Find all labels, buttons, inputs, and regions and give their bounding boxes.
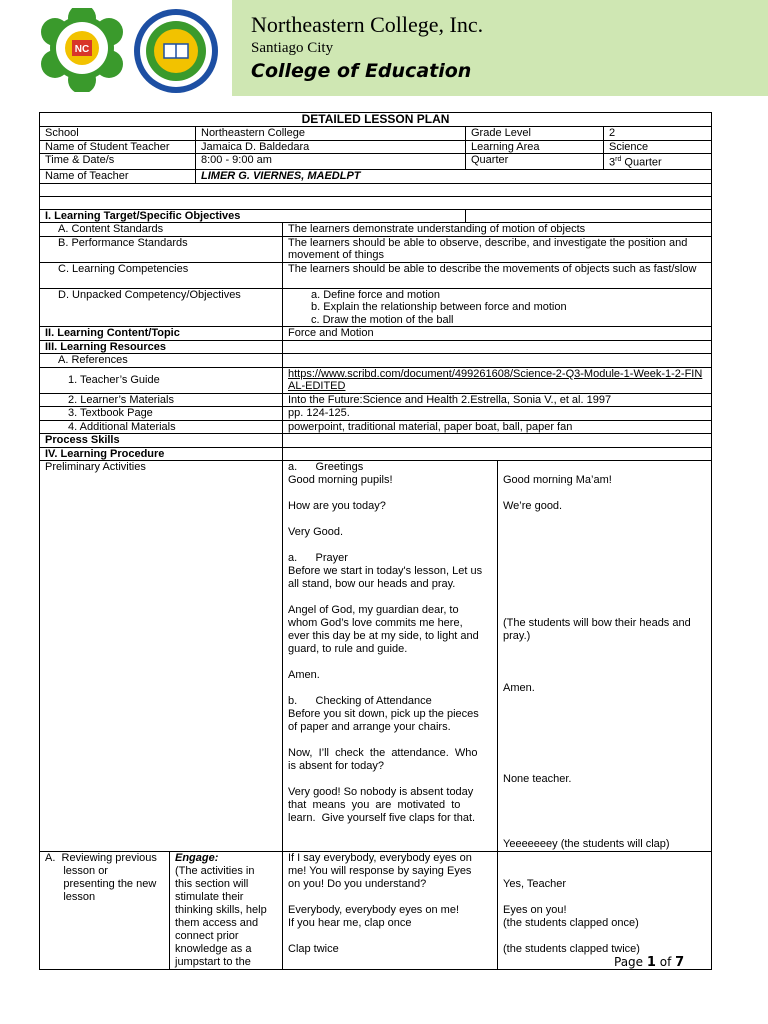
teacher-name-label: Name of Teacher — [40, 170, 196, 184]
script-line — [503, 539, 706, 552]
script-line: (the students clapped once) — [503, 917, 639, 930]
objective-item: b. Explain the relationship between force and motion — [311, 301, 567, 314]
script-line — [288, 773, 492, 786]
script-line: lesson or — [45, 865, 108, 878]
lesson-plan-table — [39, 112, 712, 970]
section-objectives-value — [466, 209, 712, 223]
content-topic-value: Force and Motion — [283, 327, 712, 341]
script-line — [503, 747, 706, 760]
review-teacher-script — [283, 852, 498, 970]
preliminary-student-responses — [498, 461, 712, 852]
script-line: If you hear me, clap once — [288, 917, 412, 930]
time-date-value: 8:00 - 9:00 am — [196, 154, 466, 170]
script-line: Amen. — [503, 682, 535, 695]
script-line: We’re good. — [503, 500, 563, 513]
learning-area-label: Learning Area — [466, 140, 604, 154]
spacer-row — [40, 183, 712, 196]
script-line: ever this day be at my side, to light and — [288, 630, 479, 643]
script-line — [503, 461, 706, 474]
references-value — [283, 354, 712, 368]
script-line: Amen. — [288, 669, 320, 682]
script-line: (The students will bow their heads and — [503, 617, 691, 630]
script-line: Good morning Ma’am! — [503, 474, 612, 487]
script-line: stimulate their — [175, 890, 244, 903]
learning-competencies-label: C. Learning Competencies — [40, 262, 283, 288]
script-line — [503, 799, 706, 812]
script-line: presenting the new — [45, 878, 157, 891]
script-line: (The activities in — [175, 864, 255, 877]
script-line — [503, 865, 706, 878]
textbook-page-label: 3. Textbook Page — [40, 407, 283, 421]
script-line — [503, 786, 706, 799]
teachers-guide-label: 1. Teacher’s Guide — [40, 367, 283, 393]
script-line — [288, 891, 492, 904]
process-skills-label: Process Skills — [40, 434, 283, 448]
script-line — [503, 891, 706, 904]
learning-competencies-value: The learners should be able to describe the movements of objects such as fast/slow — [283, 262, 712, 288]
script-line — [503, 591, 706, 604]
script-line: thinking skills, help — [175, 903, 267, 916]
script-line — [503, 930, 706, 943]
page-number: Page 1 of 7 — [614, 955, 685, 970]
process-skills-value — [283, 434, 712, 448]
script-line — [503, 656, 706, 669]
script-line: If I say everybody, everybody eyes on — [288, 852, 472, 865]
script-line: Angel of God, my guardian dear, to — [288, 604, 459, 617]
script-line — [288, 930, 492, 943]
svg-text:NC: NC — [74, 44, 90, 55]
script-line: Before you sit down, pick up the pieces — [288, 708, 479, 721]
script-line: connect prior — [175, 929, 239, 942]
grade-value: 2 — [604, 127, 712, 141]
script-line — [503, 852, 706, 865]
script-line — [503, 669, 706, 682]
learning-resources-value — [283, 340, 712, 354]
script-line — [288, 682, 492, 695]
engage-title: Engage: — [175, 852, 219, 865]
unpacked-objectives-list — [283, 288, 712, 327]
script-line — [503, 552, 706, 565]
time-date-label: Time & Date/s — [40, 154, 196, 170]
student-teacher-label: Name of Student Teacher — [40, 140, 196, 154]
section-learning-resources: III. Learning Resources — [40, 340, 283, 354]
script-line: on you! Do you understand? — [288, 878, 427, 891]
script-line: Eyes on you! — [503, 904, 567, 917]
review-student-responses — [498, 852, 712, 970]
performance-standards-value: The learners should be able to observe, describe, and investigate the position and movement of things — [283, 236, 712, 262]
plan-title: DETAILED LESSON PLAN — [40, 113, 712, 127]
objective-item: a. Define force and motion — [311, 288, 441, 301]
learning-area-value: Science — [604, 140, 712, 154]
script-line — [288, 656, 492, 669]
student-teacher-value: Jamaica D. Baldedara — [196, 140, 466, 154]
textbook-page-value: pp. 124-125. — [283, 407, 712, 421]
college-city: Santiago City — [251, 40, 334, 56]
script-line: knowledge as a — [175, 942, 252, 955]
references-label: A. References — [40, 354, 283, 368]
script-line: Everybody, everybody eyes on me! — [288, 904, 459, 917]
script-line: Yeeeeeeey (the students will clap) — [503, 838, 670, 851]
section-learning-procedure: IV. Learning Procedure — [40, 447, 283, 461]
script-line: a. Prayer — [288, 552, 348, 565]
review-lesson-label — [40, 852, 170, 970]
script-line: that means you are motivated to — [288, 799, 461, 812]
script-line — [503, 708, 706, 721]
spacer-row — [40, 196, 712, 209]
content-standards-label: A. Content Standards — [40, 223, 283, 237]
script-line: Clap twice — [288, 943, 339, 956]
script-line — [288, 513, 492, 526]
grade-label: Grade Level — [466, 127, 604, 141]
quarter-value: 3rd Quarter — [604, 154, 712, 170]
script-line: (the students clapped twice) — [503, 943, 640, 956]
preliminary-activities-label: Preliminary Activities — [40, 461, 283, 852]
script-line — [503, 578, 706, 591]
script-line: is absent for today? — [288, 760, 385, 773]
script-line — [503, 825, 706, 838]
learning-procedure-value — [283, 447, 712, 461]
script-line: jumpstart to the — [175, 955, 251, 968]
preliminary-teacher-script — [283, 461, 498, 852]
script-line: lesson — [45, 891, 96, 904]
script-line — [503, 760, 706, 773]
script-line: Very Good. — [288, 526, 344, 539]
section-content-topic: II. Learning Content/Topic — [40, 327, 283, 341]
script-line — [503, 526, 706, 539]
teachers-guide-link[interactable]: https://www.scribd.com/document/499261608/Science-2-Q3-Module-1-Week-1-2-FINAL-EDITED — [283, 367, 712, 393]
script-line: me! You will response by saying Eyes — [288, 865, 472, 878]
school-label: School — [40, 127, 196, 141]
script-line — [503, 734, 706, 747]
script-line: guard, to rule and guide. — [288, 643, 408, 656]
script-line — [288, 591, 492, 604]
script-line: None teacher. — [503, 773, 572, 786]
college-of-education-seal-icon — [133, 8, 219, 94]
script-line: learn. Give yourself five claps for that. — [288, 812, 476, 825]
script-line: Very good! So nobody is absent today — [288, 786, 474, 799]
performance-standards-label: B. Performance Standards — [40, 236, 283, 262]
teacher-name-value: LIMER G. VIERNES, MAEDLPT — [196, 170, 712, 184]
script-line: pray.) — [503, 630, 531, 643]
script-line: this section will — [175, 877, 249, 890]
script-line: a. Greetings — [288, 461, 364, 474]
script-line: whom God’s love commits me here, — [288, 617, 463, 630]
script-line: Good morning pupils! — [288, 474, 393, 487]
script-line — [503, 643, 706, 656]
quarter-label: Quarter — [466, 154, 604, 170]
department-name: College of Education — [251, 60, 472, 82]
unpacked-objectives-label: D. Unpacked Competency/Objectives — [40, 288, 283, 327]
script-line: How are you today? — [288, 500, 386, 513]
school-value: Northeastern College — [196, 127, 466, 141]
script-line: all stand, bow our heads and pray. — [288, 578, 456, 591]
section-objectives: I. Learning Target/Specific Objectives — [40, 209, 466, 223]
script-line — [503, 721, 706, 734]
script-line — [503, 812, 706, 825]
learners-materials-value: Into the Future:Science and Health 2.Estrella, Sonia V., et al. 1997 — [283, 393, 712, 407]
script-line: b. Checking of Attendance — [288, 695, 432, 708]
engage-description — [170, 852, 283, 970]
script-line: Before we start in today's lesson, Let us — [288, 565, 483, 578]
script-line: Now, I’ll check the attendance. Who — [288, 747, 478, 760]
script-line: of paper and arrange your chairs. — [288, 721, 451, 734]
additional-materials-label: 4. Additional Materials — [40, 420, 283, 434]
northeastern-college-seal-icon — [36, 8, 128, 92]
additional-materials-value: powerpoint, traditional material, paper boat, ball, paper fan — [283, 420, 712, 434]
script-line — [503, 565, 706, 578]
learners-materials-label: 2. Learner’s Materials — [40, 393, 283, 407]
script-line — [503, 604, 706, 617]
script-line: A. Reviewing previous — [45, 852, 157, 865]
script-line — [288, 539, 492, 552]
script-line — [503, 513, 706, 526]
script-line — [288, 734, 492, 747]
objective-item: c. Draw the motion of the ball — [311, 313, 454, 326]
script-line — [503, 487, 706, 500]
content-standards-value: The learners demonstrate understanding of motion of objects — [283, 223, 712, 237]
script-line: Yes, Teacher — [503, 878, 566, 891]
college-name: Northeastern College, Inc. — [251, 12, 484, 37]
script-line — [503, 695, 706, 708]
script-line: them access and — [175, 916, 259, 929]
script-line — [288, 487, 492, 500]
